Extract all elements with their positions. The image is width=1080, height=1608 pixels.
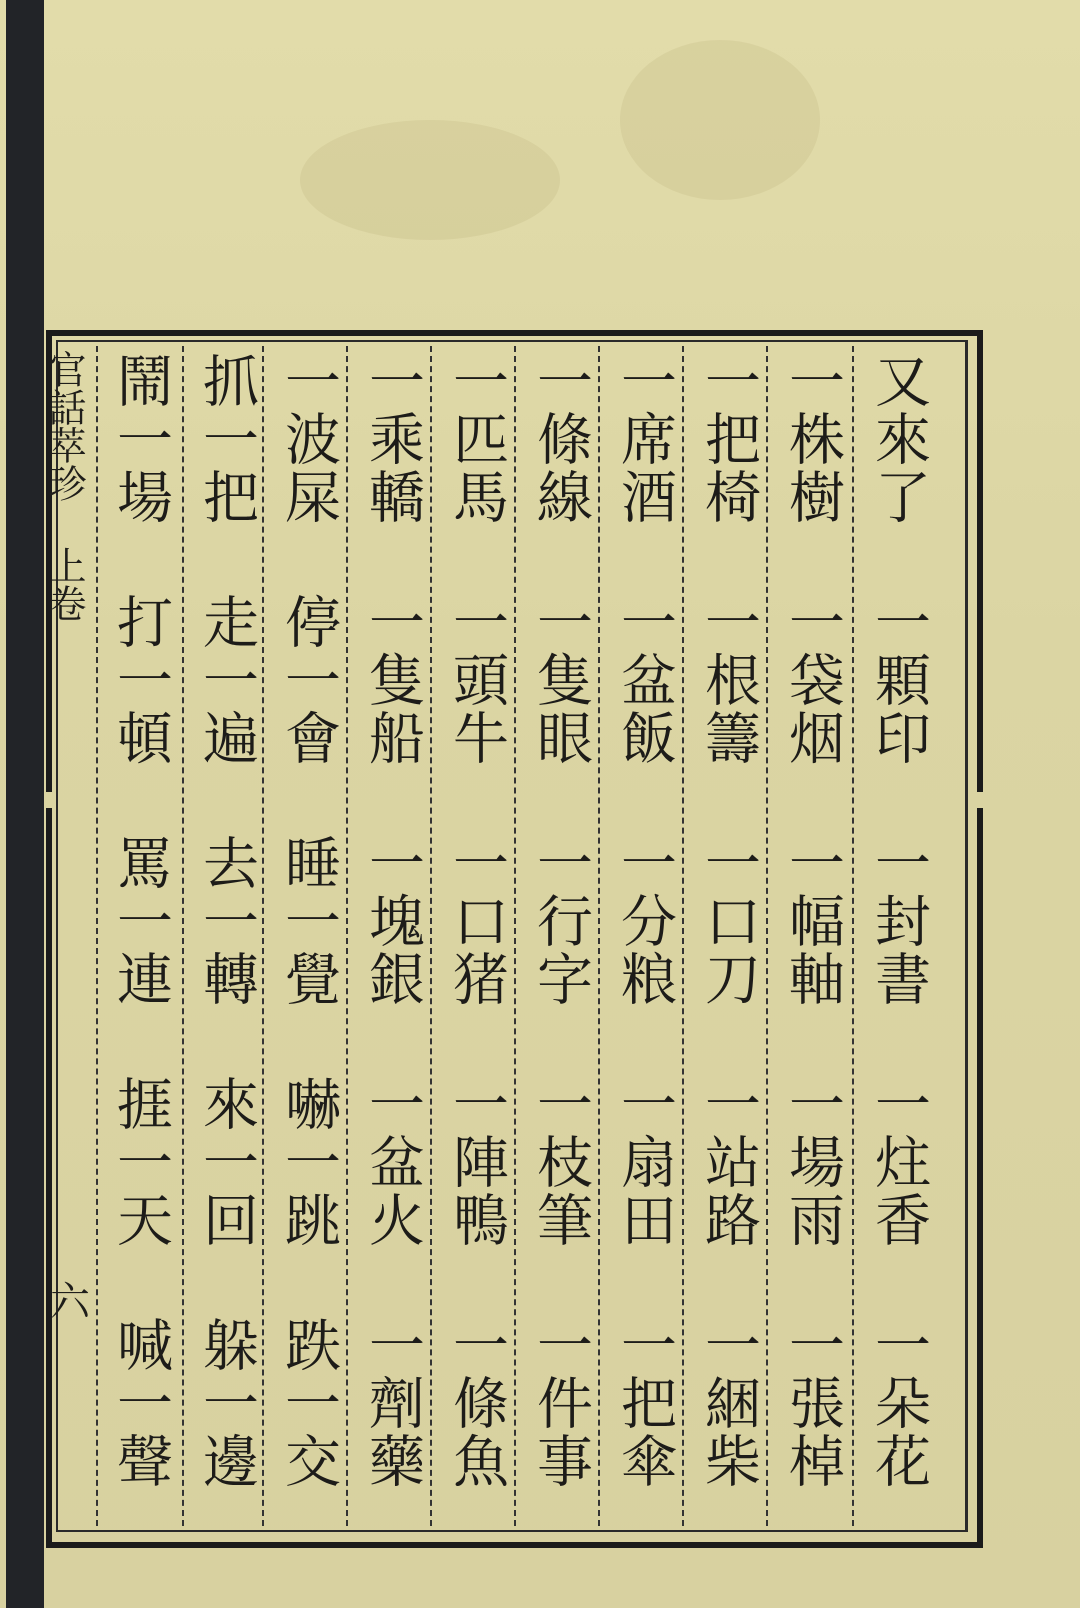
book-spine-edge	[6, 0, 44, 1608]
margin-title	[42, 350, 92, 1330]
column-rule	[514, 346, 516, 1526]
text-column-8: 一波屎 停一會 睡一覺 嚇一跳 跌一交	[276, 352, 341, 1490]
margin-book-title: 官話萃珍	[42, 350, 86, 502]
text-column-3: 一把椅 一根籌 一口刀 一站路 一綑柴	[696, 352, 761, 1490]
column-rule	[852, 346, 854, 1526]
column-rule	[598, 346, 600, 1526]
column-rule	[182, 346, 184, 1526]
margin-volume: 上卷	[42, 546, 86, 622]
text-column-6: 一匹馬 一頭牛 一口猪 一陣鴨 一條魚	[444, 352, 509, 1490]
text-column-2: 一株樹 一袋烟 一幅軸 一場雨 一張棹	[780, 352, 845, 1490]
folio-number: 六	[50, 1279, 90, 1325]
text-column-7: 一乘轎 一隻船 一塊銀 一盆火 一劑藥	[360, 352, 425, 1490]
column-rule	[430, 346, 432, 1526]
column-rule	[766, 346, 768, 1526]
column-rule	[96, 346, 98, 1526]
paper-stain	[620, 40, 820, 200]
text-column-10: 鬧一場 打一頓 罵一連 捱一天 喊一聲	[108, 352, 173, 1490]
text-column-9: 抓一把 走一遍 去一轉 來一回 躲一邊	[194, 352, 259, 1490]
column-rule	[682, 346, 684, 1526]
paper-stain	[300, 120, 560, 240]
text-column-1: 又來了 一顆印 一封書 一炷香 一朵花	[866, 352, 931, 1490]
column-rule	[346, 346, 348, 1526]
text-column-4: 一席酒 一盆飯 一分粮 一扇田 一把傘	[612, 352, 677, 1490]
text-column-5: 一條線 一隻眼 一行字 一枝筆 一件事	[528, 352, 593, 1490]
